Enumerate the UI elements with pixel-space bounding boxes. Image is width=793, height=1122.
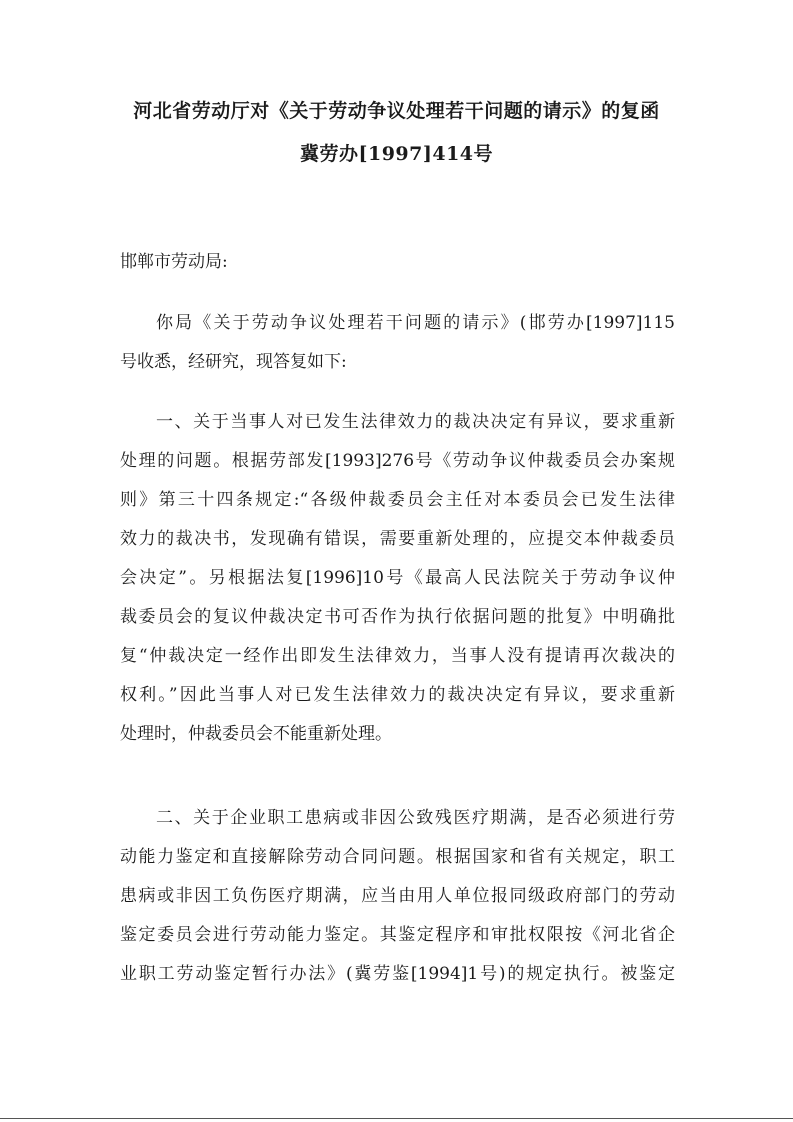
paragraph-line: 会决定”。另根据法复[1996]10号《最高人民法院关于劳动争议仲 — [120, 568, 675, 588]
paragraph-line: 复“仲裁决定一经作出即发生法律效力，当事人没有提请再次裁决的 — [120, 646, 675, 666]
paragraph-line: 权利。”因此当事人对已发生法律效力的裁决决定有异议，要求重新 — [120, 685, 675, 705]
paragraph-line: 患病或非因工负伤医疗期满，应当由用人单位报同级政府部门的劳动 — [120, 886, 675, 906]
paragraph-line: 二、关于企业职工患病或非因公致残医疗期满，是否必须进行劳 — [156, 808, 675, 828]
paragraph-section-1 — [120, 410, 675, 761]
paragraph-line: 处理的问题。根据劳部发[1993]276号《劳动争议仲裁委员会办案规 — [120, 451, 675, 471]
document-title: 河北省劳动厅对《关于劳动争议处理若干问题的请示》的复函 — [133, 100, 660, 122]
paragraph-intro — [120, 311, 675, 389]
page-bottom-rule — [0, 1118, 793, 1119]
paragraph-line: 业职工劳动鉴定暂行办法》(冀劳鉴[1994]1号)的规定执行。被鉴定 — [120, 964, 675, 984]
paragraph-line: 效力的裁决书，发现确有错误，需要重新处理的，应提交本仲裁委员 — [120, 529, 675, 549]
document-number: 冀劳办[1997]414号 — [299, 143, 494, 165]
paragraph-line: 裁委员会的复议仲裁决定书可否作为执行依据问题的批复》中明确批 — [120, 607, 675, 627]
paragraph-line: 处理时，仲裁委员会不能重新处理。 — [120, 724, 392, 744]
paragraph-line: 动能力鉴定和直接解除劳动合同问题。根据国家和省有关规定，职工 — [120, 847, 675, 867]
paragraph-line: 鉴定委员会进行劳动能力鉴定。其鉴定程序和审批权限按《河北省企 — [120, 925, 675, 945]
salutation: 邯郸市劳动局: — [120, 252, 228, 272]
paragraph-section-2 — [120, 806, 675, 1001]
paragraph-line: 一、关于当事人对已发生法律效力的裁决决定有异议，要求重新 — [156, 412, 675, 432]
paragraph-line: 号收悉，经研究，现答复如下: — [120, 352, 347, 372]
paragraph-line: 你局《关于劳动争议处理若干问题的请示》(邯劳办[1997]115 — [156, 313, 675, 333]
paragraph-line: 则》第三十四条规定:“各级仲裁委员会主任对本委员会已发生法律 — [120, 490, 675, 510]
